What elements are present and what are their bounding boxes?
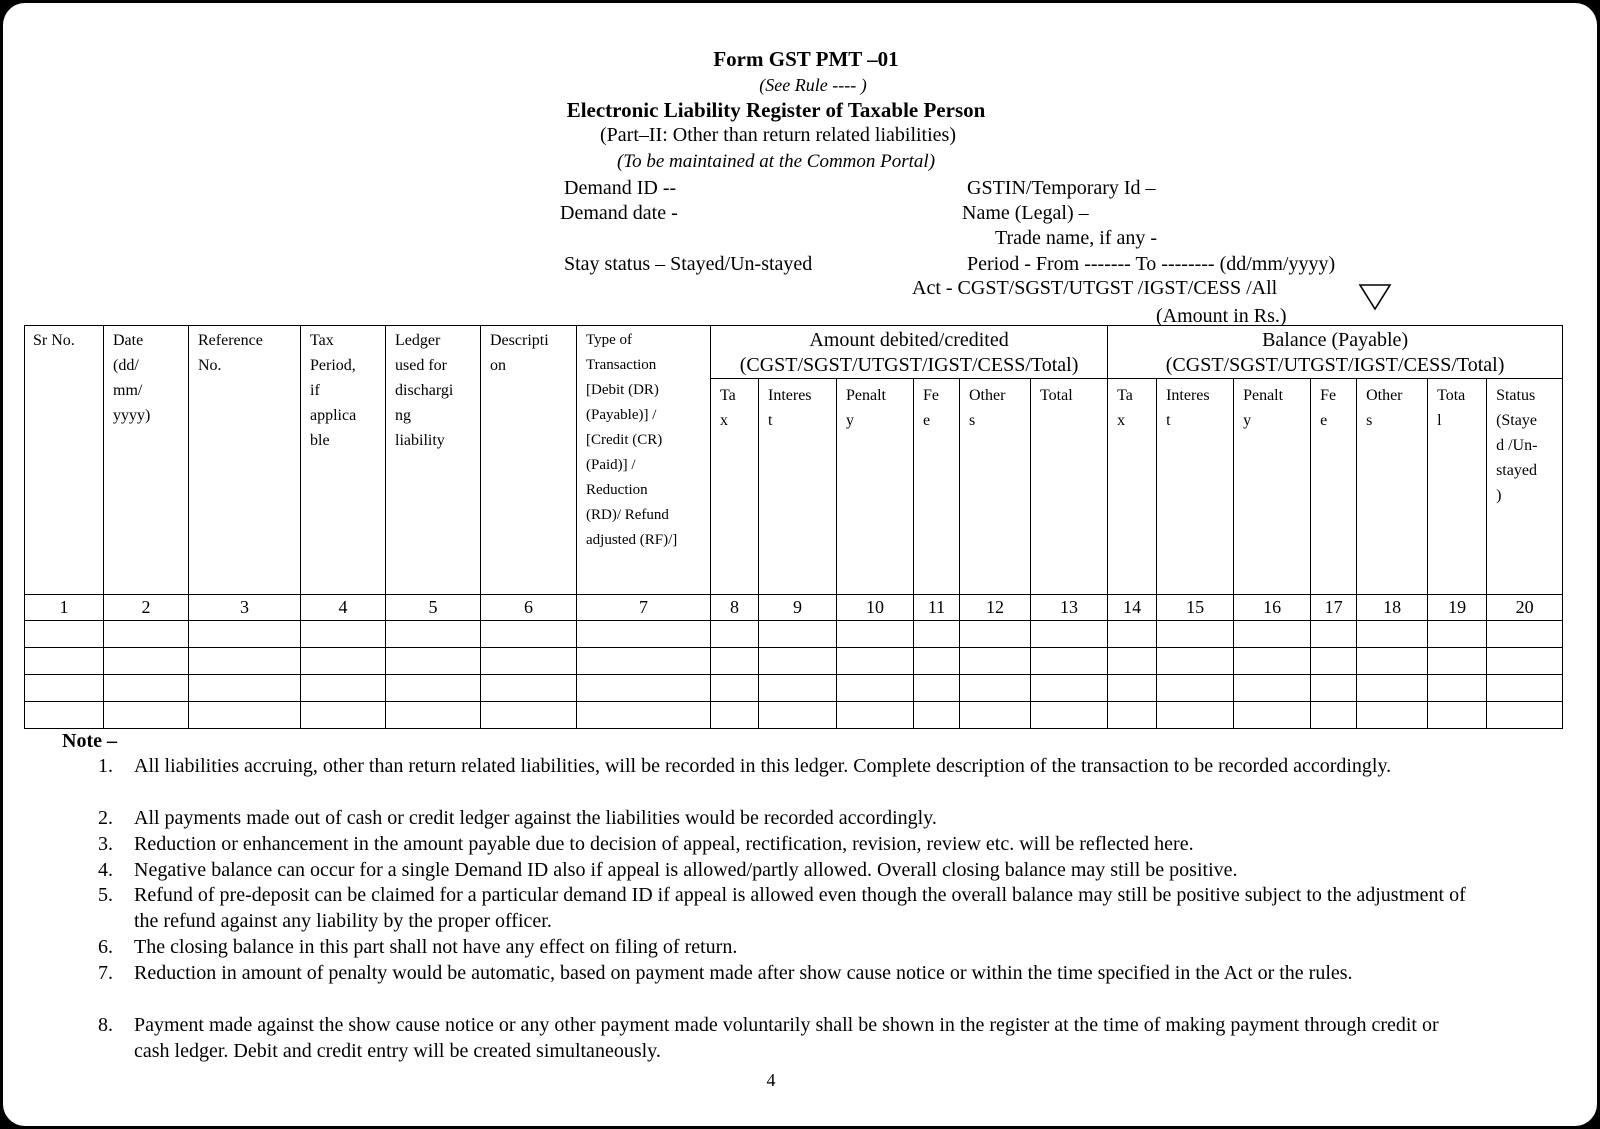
note-text: The closing balance in this part shall not have any effect on filing of return. (134, 936, 738, 958)
table-cell[interactable] (1428, 702, 1487, 729)
table-cell[interactable] (759, 675, 837, 702)
table-cell[interactable] (1311, 648, 1357, 675)
table-cell[interactable] (189, 648, 301, 675)
rule-reference: (See Rule ---- ) (759, 75, 867, 95)
table-row (25, 702, 1563, 729)
table-cell[interactable] (837, 675, 914, 702)
table-cell[interactable] (1234, 702, 1311, 729)
column-number-cell: 18 (1357, 595, 1428, 621)
note-item (98, 960, 1474, 986)
table-cell[interactable] (960, 675, 1031, 702)
table-cell[interactable] (1487, 648, 1563, 675)
table-cell[interactable] (104, 675, 189, 702)
note-number: 2. (98, 807, 113, 829)
note-item (98, 831, 1474, 857)
table-cell[interactable] (1108, 648, 1157, 675)
note-number: 3. (98, 833, 113, 855)
demand-date-label: Demand date - (560, 202, 678, 224)
table-cell[interactable] (1108, 675, 1157, 702)
note-item (98, 805, 1474, 831)
table-cell[interactable] (1357, 702, 1428, 729)
group-header-balance: Balance (Payable) (CGST/SGST/UTGST/IGST/CESS/Total) (1108, 326, 1563, 379)
table-cell[interactable] (1157, 621, 1234, 648)
col-header-debited-total: Total (1031, 379, 1108, 595)
col-header-balance-fee: Fe e (1311, 379, 1357, 595)
column-number-cell: 5 (386, 595, 481, 621)
form-title: Form GST PMT –01 (713, 47, 899, 71)
column-number-cell: 15 (1157, 595, 1234, 621)
table-cell[interactable] (960, 648, 1031, 675)
table-cell[interactable] (189, 621, 301, 648)
column-number-cell: 19 (1428, 595, 1487, 621)
column-number-cell: 20 (1487, 595, 1563, 621)
column-number-cell: 8 (711, 595, 759, 621)
note-number: 5. (98, 884, 113, 906)
triangle-down-icon[interactable] (1358, 283, 1392, 311)
demand-id-label: Demand ID -- (564, 177, 677, 199)
table-cell[interactable] (577, 702, 711, 729)
table-cell[interactable] (481, 702, 577, 729)
table-cell[interactable] (1157, 702, 1234, 729)
period-label: Period - From ------- To -------- (dd/mm/yyyy) (967, 253, 1336, 275)
maintained-note: (To be maintained at the Common Portal) (616, 151, 936, 172)
column-number-cell: 12 (960, 595, 1031, 621)
note-number: 1. (98, 755, 113, 777)
table-cell[interactable] (301, 702, 386, 729)
table-cell[interactable] (1031, 621, 1108, 648)
table-cell[interactable] (1487, 702, 1563, 729)
note-number: 7. (98, 962, 113, 984)
table-cell[interactable] (1234, 621, 1311, 648)
col-header-balance-others: Other s (1357, 379, 1428, 595)
table-cell[interactable] (711, 621, 759, 648)
name-legal-label: Name (Legal) – (962, 202, 1089, 224)
act-label: Act - CGST/SGST/UTGST /IGST/CESS /All (912, 277, 1278, 299)
table-header-row (25, 326, 1563, 379)
table-cell[interactable] (301, 648, 386, 675)
col-header-tax-period: Tax Period, if applica ble (301, 326, 386, 595)
column-number-cell: 2 (104, 595, 189, 621)
table-cell[interactable] (1357, 675, 1428, 702)
col-header-debited-interest: Interes t (759, 379, 837, 595)
col-header-reference: Reference No. (189, 326, 301, 595)
stay-status-label: Stay status – Stayed/Un-stayed (564, 253, 813, 275)
table-cell[interactable] (711, 648, 759, 675)
register-title: Electronic Liability Register of Taxable Person (566, 98, 986, 122)
note-number: 8. (98, 1014, 113, 1036)
note-text: Reduction in amount of penalty would be automatic, based on payment made after show cause notice or within the time specified in the Act or the rules. (134, 962, 1353, 984)
table-cell[interactable] (960, 621, 1031, 648)
table-cell[interactable] (25, 702, 104, 729)
note-item (98, 753, 1474, 779)
table-cell[interactable] (1031, 702, 1108, 729)
col-header-debited-penalty: Penalt y (837, 379, 914, 595)
table-cell[interactable] (25, 648, 104, 675)
table-cell[interactable] (1108, 702, 1157, 729)
col-header-balance-penalty: Penalt y (1234, 379, 1311, 595)
column-number-cell: 4 (301, 595, 386, 621)
table-cell[interactable] (1487, 621, 1563, 648)
note-number: 6. (98, 936, 113, 958)
col-header-debited-tax: Ta x (711, 379, 759, 595)
table-cell[interactable] (481, 648, 577, 675)
column-number-cell: 6 (481, 595, 577, 621)
table-cell[interactable] (1428, 648, 1487, 675)
table-cell[interactable] (1157, 648, 1234, 675)
page-number: 4 (766, 1070, 776, 1090)
column-number-cell: 1 (25, 595, 104, 621)
table-row (25, 675, 1563, 702)
note-text: Refund of pre-deposit can be claimed for a particular demand ID if appeal is allowed even though the overall balance may still be positive subject to the adjustment of the refund against any liability by the proper officer. (134, 884, 1466, 932)
table-cell[interactable] (386, 621, 481, 648)
table-cell[interactable] (1311, 621, 1357, 648)
table-cell[interactable] (386, 702, 481, 729)
column-number-cell: 17 (1311, 595, 1357, 621)
table-cell[interactable] (301, 621, 386, 648)
table-cell[interactable] (481, 621, 577, 648)
note-item (98, 857, 1474, 883)
notes-title: Note – (62, 730, 117, 752)
col-header-debited-fee: Fe e (914, 379, 960, 595)
empty-rows (25, 621, 1563, 729)
table-cell[interactable] (711, 675, 759, 702)
column-number-cell: 16 (1234, 595, 1311, 621)
column-number-row (25, 595, 1563, 621)
table-cell[interactable] (1428, 675, 1487, 702)
table-cell[interactable] (481, 675, 577, 702)
column-number-cell: 3 (189, 595, 301, 621)
table-cell[interactable] (189, 675, 301, 702)
col-header-transaction-type: Type of Transaction [Debit (DR) (Payable)] / [Credit (CR) (Paid)] / Reduction (RD)/ Refund adjusted (RF)/] (577, 326, 711, 595)
table-cell[interactable] (1234, 648, 1311, 675)
part-subtitle: (Part–II: Other than return related liabilities) (600, 124, 956, 146)
column-number-cell: 7 (577, 595, 711, 621)
table-cell[interactable] (914, 702, 960, 729)
table-cell[interactable] (1108, 621, 1157, 648)
note-text: All liabilities accruing, other than return related liabilities, will be recorded in this ledger. Complete description of the transaction to be recorded accordingly. (134, 755, 1392, 777)
gstin-label: GSTIN/Temporary Id – (967, 177, 1156, 199)
col-header-balance-interest: Interes t (1157, 379, 1234, 595)
table-cell[interactable] (711, 702, 759, 729)
table-cell[interactable] (960, 702, 1031, 729)
table-cell[interactable] (1428, 621, 1487, 648)
table-cell[interactable] (914, 621, 960, 648)
table-cell[interactable] (386, 675, 481, 702)
table-cell[interactable] (1234, 675, 1311, 702)
table-cell[interactable] (759, 702, 837, 729)
column-number-cell: 11 (914, 595, 960, 621)
table-cell[interactable] (1031, 648, 1108, 675)
table-cell[interactable] (25, 621, 104, 648)
note-text: Reduction or enhancement in the amount payable due to decision of appeal, rectification, revision, review etc. will be reflected here. (134, 833, 1194, 855)
table-cell[interactable] (1157, 675, 1234, 702)
note-item (98, 1012, 1474, 1064)
col-header-status: Status (Staye d /Un- stayed ) (1487, 379, 1563, 595)
table-cell[interactable] (25, 675, 104, 702)
liability-register-table (24, 325, 1563, 729)
table-cell[interactable] (837, 702, 914, 729)
table-cell[interactable] (1487, 675, 1563, 702)
col-header-balance-tax: Ta x (1108, 379, 1157, 595)
table-cell[interactable] (577, 648, 711, 675)
table-row (25, 648, 1563, 675)
trade-name-label: Trade name, if any - (995, 227, 1157, 249)
table-cell[interactable] (759, 648, 837, 675)
note-number: 4. (98, 859, 113, 881)
col-header-sr-no: Sr No. (25, 326, 104, 595)
note-item (98, 934, 1474, 960)
table-cell[interactable] (1311, 675, 1357, 702)
col-header-debited-others: Other s (960, 379, 1031, 595)
note-item (98, 882, 1474, 934)
table-cell[interactable] (1311, 702, 1357, 729)
column-number-cell: 9 (759, 595, 837, 621)
note-text: Negative balance can occur for a single Demand ID also if appeal is allowed/partly allowed. Overall closing balance may still be positive. (134, 859, 1238, 881)
note-text: All payments made out of cash or credit ledger against the liabilities would be recorded accordingly. (134, 807, 937, 829)
col-header-date: Date (dd/ mm/ yyyy) (104, 326, 189, 595)
table-cell[interactable] (577, 675, 711, 702)
table-cell[interactable] (104, 648, 189, 675)
table-row (25, 621, 1563, 648)
col-header-balance-total: Tota l (1428, 379, 1487, 595)
table-cell[interactable] (914, 648, 960, 675)
table-cell[interactable] (301, 675, 386, 702)
table-cell[interactable] (1031, 675, 1108, 702)
column-number-cell: 14 (1108, 595, 1157, 621)
table-cell[interactable] (189, 702, 301, 729)
column-number-cell: 10 (837, 595, 914, 621)
amount-unit: (Amount in Rs.) (1156, 305, 1287, 327)
table-cell[interactable] (386, 648, 481, 675)
table-cell[interactable] (1357, 648, 1428, 675)
note-text: Payment made against the show cause notice or any other payment made voluntarily shall be shown in the register at the time of making payment through credit or cash ledger. Debit and credit entry will be created simultaneously. (134, 1014, 1439, 1062)
group-header-amount-debited: Amount debited/credited (CGST/SGST/UTGST/IGST/CESS/Total) (711, 326, 1108, 379)
table-cell[interactable] (1357, 621, 1428, 648)
table-cell[interactable] (104, 702, 189, 729)
col-header-description: Descripti on (481, 326, 577, 595)
table-cell[interactable] (577, 621, 711, 648)
table-cell[interactable] (837, 648, 914, 675)
table-cell[interactable] (837, 621, 914, 648)
col-header-ledger: Ledger used for dischargi ng liability (386, 326, 481, 595)
table-cell[interactable] (104, 621, 189, 648)
table-cell[interactable] (759, 621, 837, 648)
column-number-cell: 13 (1031, 595, 1108, 621)
table-cell[interactable] (914, 675, 960, 702)
